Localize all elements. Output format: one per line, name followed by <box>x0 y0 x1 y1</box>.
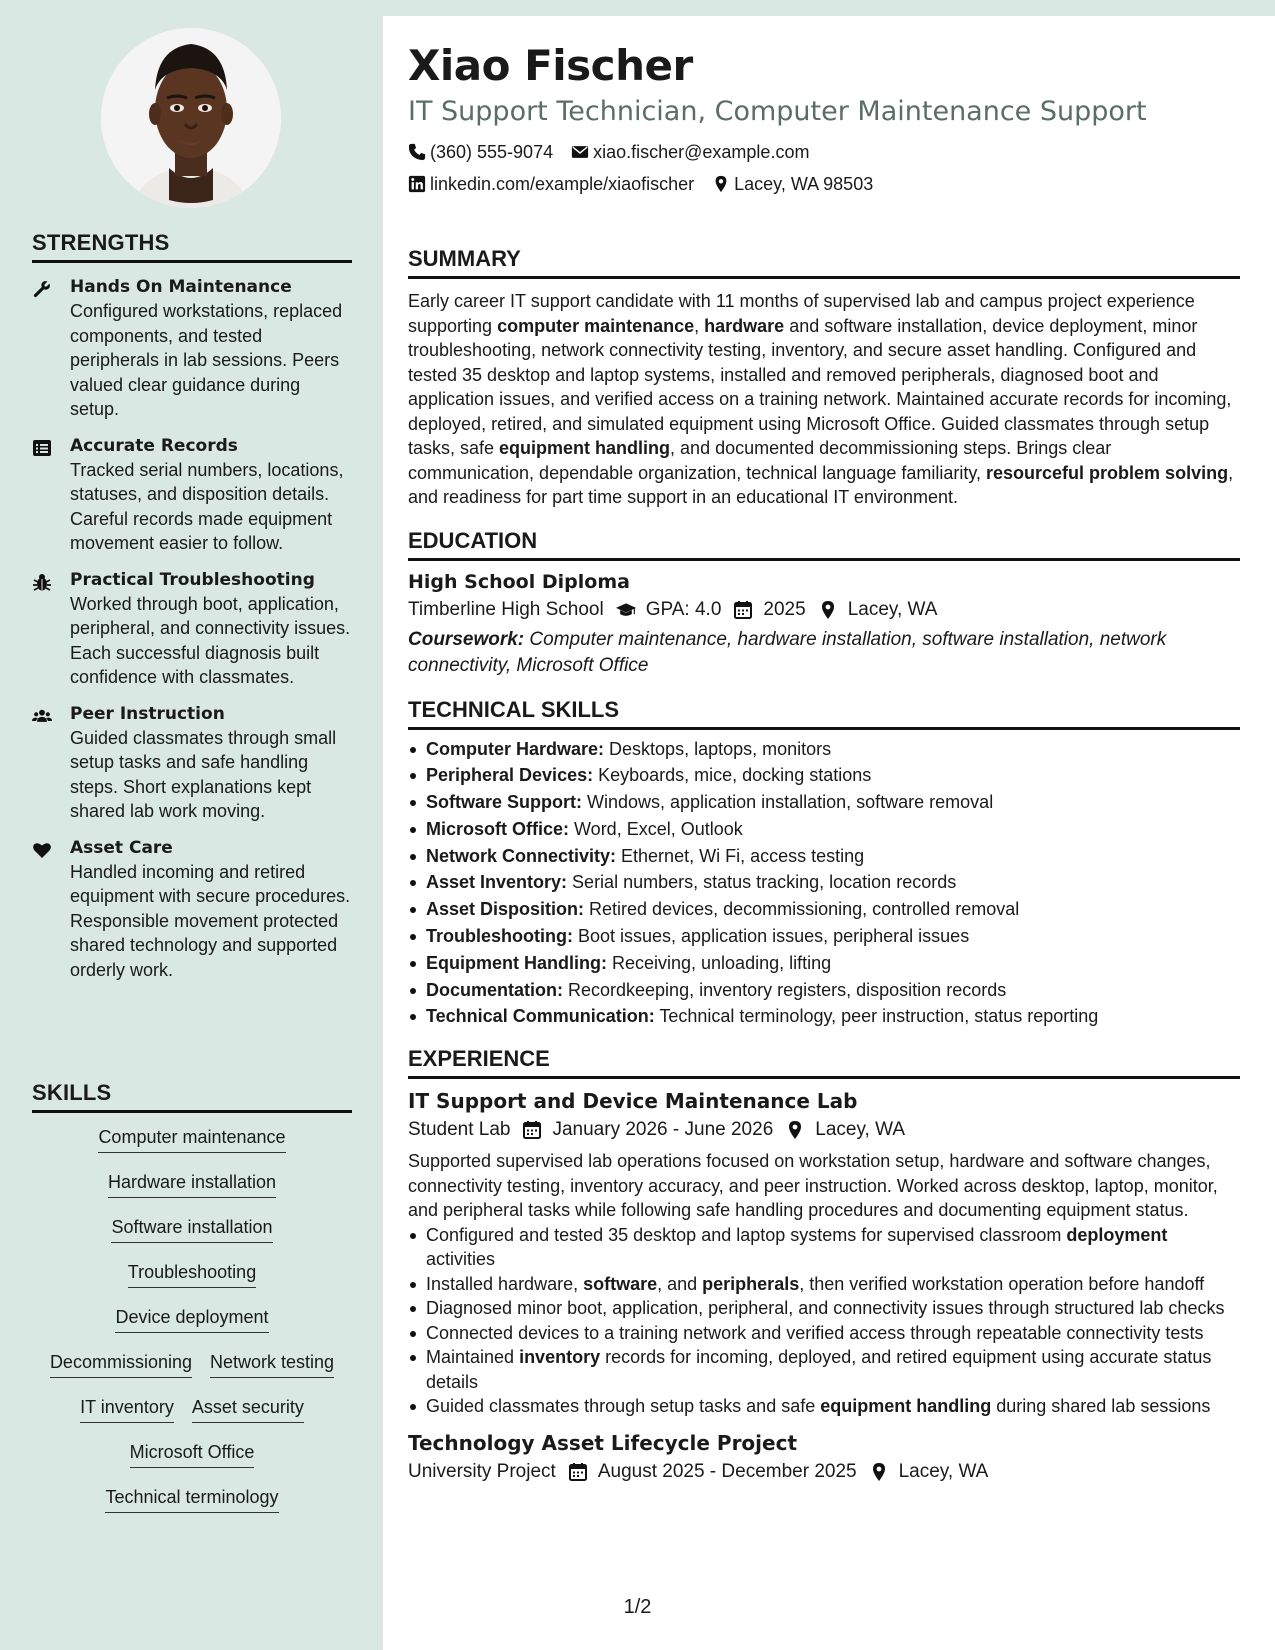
skill-value: Ethernet, Wi Fi, access testing <box>616 845 865 866</box>
skill-tag: Decommissioning <box>50 1352 192 1378</box>
strengths-heading: STRENGTHS <box>32 230 352 263</box>
gpa-text: GPA: 4.0 <box>645 598 722 620</box>
coursework-label: Coursework: <box>408 628 525 650</box>
phone-icon <box>408 143 426 161</box>
map-pin-icon <box>712 175 730 193</box>
strength-item <box>32 570 352 690</box>
strength-item <box>32 838 352 983</box>
job-dates <box>568 1461 857 1483</box>
skill-tag: Microsoft Office <box>130 1442 255 1468</box>
technical-skill-item <box>408 977 1240 1004</box>
contact-location <box>712 174 873 195</box>
skill-tag: Hardware installation <box>108 1172 276 1198</box>
gpa <box>616 599 722 621</box>
top-band <box>383 0 1275 16</box>
coursework-text: Computer maintenance, hardware installation, software installation, network connectivity, Microsoft Office <box>408 628 1167 676</box>
technical-skills-section <box>408 697 1240 1031</box>
text-segment: activities <box>426 1249 496 1270</box>
technical-skills-list <box>408 736 1240 1031</box>
job-location-text: Lacey, WA <box>898 1460 989 1482</box>
text-segment: Guided classmates through setup tasks and safe <box>426 1396 821 1417</box>
skill-label: Troubleshooting: <box>426 926 573 947</box>
strength-item <box>32 704 352 824</box>
skill-tag: Asset security <box>192 1397 304 1423</box>
strength-title: Asset Care <box>70 837 173 858</box>
skill-label: Technical Communication: <box>426 1006 655 1027</box>
skills-list <box>32 1127 352 1532</box>
job-title: IT Support and Device Maintenance Lab <box>408 1089 858 1114</box>
strength-title: Accurate Records <box>70 435 238 456</box>
bold-text: deployment <box>1066 1224 1168 1245</box>
bold-text: inventory <box>519 1347 601 1368</box>
contact-email[interactable] <box>571 142 809 163</box>
education-meta <box>408 599 1240 621</box>
skill-tag: Troubleshooting <box>128 1262 256 1288</box>
skill-tag: IT inventory <box>80 1397 174 1423</box>
skill-value: Serial numbers, status tracking, location records <box>567 872 957 893</box>
education-location <box>818 599 938 621</box>
bold-text: resourceful problem solving <box>986 462 1229 483</box>
skills-heading: SKILLS <box>32 1080 352 1113</box>
graduation-year <box>733 599 805 621</box>
skill-value: Technical terminology, peer instruction, status reporting <box>654 1006 1099 1027</box>
job-location <box>869 1461 989 1483</box>
map-pin-icon <box>869 1462 889 1482</box>
text-segment: Configured and tested 35 desktop and laptop systems for supervised classroom <box>426 1224 1067 1245</box>
heart-icon <box>32 838 70 983</box>
job-bullet <box>408 1296 1240 1321</box>
job-bullet <box>408 1272 1240 1297</box>
skill-label: Asset Inventory: <box>426 872 568 893</box>
org-text: University Project <box>408 1460 556 1482</box>
skill-label: Peripheral Devices: <box>426 765 594 786</box>
phone-text: (360) 555-9074 <box>430 141 554 162</box>
job-description: Supported supervised lab operations focused on workstation setup, hardware and software changes, connectivity testing, inventory accuracy, and peer instruction. Worked across desktop, laptop, monitor, and peripheral tasks while following safe handling procedures and documenting equipment status. <box>408 1151 1218 1221</box>
skill-label: Documentation: <box>426 979 563 1000</box>
strength-body: Guided classmates through small setup tasks and safe handling steps. Short explanations kept shared lab work moving. <box>70 727 337 821</box>
strength-title: Hands On Maintenance <box>70 277 292 297</box>
dates-text: January 2026 - June 2026 <box>552 1119 774 1141</box>
contact-info <box>408 136 1240 200</box>
text-segment: , and readiness for part time support in an educational IT environment. <box>408 462 1234 507</box>
skill-value: Boot issues, application issues, peripheral issues <box>572 926 970 947</box>
candidate-name: Xiao Fischer <box>408 41 693 90</box>
skill-tag: Technical terminology <box>105 1487 278 1513</box>
skill-value: Windows, application installation, software removal <box>582 792 994 813</box>
text-segment: Early career IT support candidate with 11 months of supervised lab and campus project experience supporting <box>408 291 1195 336</box>
text-segment: , and documented decommissioning steps. Brings clear communication, dependable organization, technical language familiarity, <box>408 438 1112 483</box>
text-segment: Maintained <box>426 1347 520 1368</box>
strength-body: Tracked serial numbers, locations, statuses, and disposition details. Careful records made equipment movement easier to follow. <box>70 459 344 553</box>
job-org <box>408 1119 510 1141</box>
strength-title: Practical Troubleshooting <box>70 569 315 590</box>
degree-title: High School Diploma <box>408 570 630 593</box>
technical-skill-item <box>408 762 1240 789</box>
dates-text: August 2025 - December 2025 <box>597 1460 857 1482</box>
bold-text: equipment handling <box>499 438 671 458</box>
job-dates <box>522 1119 773 1141</box>
linkedin-icon <box>408 175 426 193</box>
technical-skill-item <box>408 843 1240 870</box>
bold-text: software <box>583 1273 658 1294</box>
job-location <box>785 1119 905 1141</box>
school-text: Timberline High School <box>408 598 604 620</box>
text-segment: Connected devices to a training network and verified access through repeatable connectivity tests <box>426 1322 1204 1343</box>
candidate-role: IT Support Technician, Computer Maintenance Support <box>408 96 1147 127</box>
email-text: xiao.fischer@example.com <box>593 141 810 162</box>
skill-tag: Network testing <box>210 1352 334 1378</box>
strength-body: Configured workstations, replaced components, and tested peripherals in lab sessions. Peers valued clear guidance during setup. <box>70 301 343 419</box>
skill-value: Retired devices, decommissioning, controlled removal <box>584 899 1020 920</box>
bold-text: peripherals <box>702 1273 800 1294</box>
bold-text: computer maintenance <box>497 315 695 336</box>
summary-text <box>408 289 1240 510</box>
job-meta <box>408 1119 1240 1141</box>
map-pin-icon <box>818 600 838 620</box>
page-number: 1/2 <box>623 1596 652 1618</box>
wrench-icon <box>32 277 70 422</box>
text-segment: and software installation, device deployment, minor troubleshooting, network connectivity testing, inventory, and secure asset handling. Configured and tested 35 desktop and laptop systems, installed and removed peripherals, diagnosed boot and application issues, and verified access on a training network. Maintained accurate records for incoming, deployed, retired, and simulated equipment using Microsoft Office. Guided classmates through setup tasks, safe <box>408 315 1232 458</box>
main-content <box>408 40 1240 1489</box>
contact-linkedin[interactable] <box>408 174 694 195</box>
education-section <box>408 528 1240 679</box>
skill-value: Word, Excel, Outlook <box>569 818 743 839</box>
skill-value: Keyboards, mice, docking stations <box>593 765 872 786</box>
map-pin-icon <box>785 1120 805 1140</box>
text-segment: , <box>694 315 705 336</box>
job-entry <box>408 1089 1240 1419</box>
job-bullet <box>408 1345 1240 1394</box>
job-bullets <box>408 1223 1240 1419</box>
strength-item <box>32 436 352 556</box>
job-meta <box>408 1461 1240 1483</box>
job-title: Technology Asset Lifecycle Project <box>408 1430 798 1455</box>
profile-photo <box>101 28 281 208</box>
job-bullet <box>408 1394 1240 1419</box>
technical-skill-item <box>408 923 1240 950</box>
strength-body: Worked through boot, application, peripheral, and connectivity issues. Each successful diagnosis built confidence with classmates. <box>70 593 351 687</box>
bold-text: equipment handling <box>820 1396 992 1417</box>
skill-tag: Device deployment <box>115 1307 268 1333</box>
envelope-icon <box>571 143 589 161</box>
bold-text: hardware <box>704 315 785 336</box>
strengths-section <box>32 230 352 996</box>
technical-skill-item <box>408 736 1240 763</box>
skills-section <box>32 1080 352 1532</box>
job-location-text: Lacey, WA <box>815 1119 906 1141</box>
technical-skill-item <box>408 816 1240 843</box>
skill-label: Network Connectivity: <box>426 845 617 866</box>
education-heading: EDUCATION <box>408 528 1240 561</box>
location-text: Lacey, WA 98503 <box>734 173 874 194</box>
portrait-illustration <box>101 28 281 208</box>
text-segment: Installed hardware, <box>426 1273 584 1294</box>
skill-label: Equipment Handling: <box>426 952 607 973</box>
skill-value: Receiving, unloading, lifting <box>606 952 832 973</box>
strength-body: Handled incoming and retired equipment with secure procedures. Responsible movement protected shared technology and supported orderly work. <box>70 861 351 980</box>
skill-tag: Software installation <box>111 1217 272 1243</box>
technical-skill-item <box>408 869 1240 896</box>
skill-label: Microsoft Office: <box>426 818 570 839</box>
calendar-icon <box>733 600 753 620</box>
technical-skills-heading: TECHNICAL SKILLS <box>408 697 1240 730</box>
strength-title: Peer Instruction <box>70 703 225 724</box>
text-segment: , then verified workstation operation before handoff <box>799 1273 1205 1294</box>
job-entry <box>408 1431 1240 1483</box>
list-icon <box>32 436 70 556</box>
strength-item <box>32 277 352 422</box>
job-bullet <box>408 1223 1240 1272</box>
contact-phone[interactable] <box>408 142 553 163</box>
text-segment: during shared lab sessions <box>991 1396 1211 1417</box>
calendar-icon <box>522 1120 542 1140</box>
skill-value: Recordkeeping, inventory registers, disposition records <box>563 979 1007 1000</box>
school-name <box>408 599 604 621</box>
technical-skill-item <box>408 1003 1240 1030</box>
org-text: Student Lab <box>408 1119 511 1141</box>
skill-label: Computer Hardware: <box>426 738 605 759</box>
technical-skill-item <box>408 950 1240 977</box>
users-icon <box>32 704 70 824</box>
text-segment: , and <box>657 1273 703 1294</box>
technical-skill-item <box>408 896 1240 923</box>
technical-skill-item <box>408 789 1240 816</box>
experience-section <box>408 1046 1240 1483</box>
linkedin-text: linkedin.com/example/xiaofischer <box>430 173 695 194</box>
job-org <box>408 1461 556 1483</box>
calendar-icon <box>568 1462 588 1482</box>
experience-heading: EXPERIENCE <box>408 1046 1240 1079</box>
education-location-text: Lacey, WA <box>847 598 938 620</box>
summary-section <box>408 246 1240 510</box>
skill-value: Desktops, laptops, monitors <box>604 738 832 759</box>
text-segment: Diagnosed minor boot, application, peripheral, and connectivity issues through structured lab checks <box>426 1298 1225 1319</box>
skill-label: Asset Disposition: <box>426 899 585 920</box>
year-text: 2025 <box>763 598 806 620</box>
text-segment: records for incoming, deployed, and retired equipment using accurate status details <box>426 1347 1212 1392</box>
skill-label: Software Support: <box>426 792 582 813</box>
coursework <box>408 627 1240 679</box>
skill-tag: Computer maintenance <box>98 1127 285 1153</box>
bug-icon <box>32 570 70 690</box>
graduation-cap-icon <box>616 600 636 620</box>
summary-heading: SUMMARY <box>408 246 1240 279</box>
job-bullet <box>408 1321 1240 1346</box>
